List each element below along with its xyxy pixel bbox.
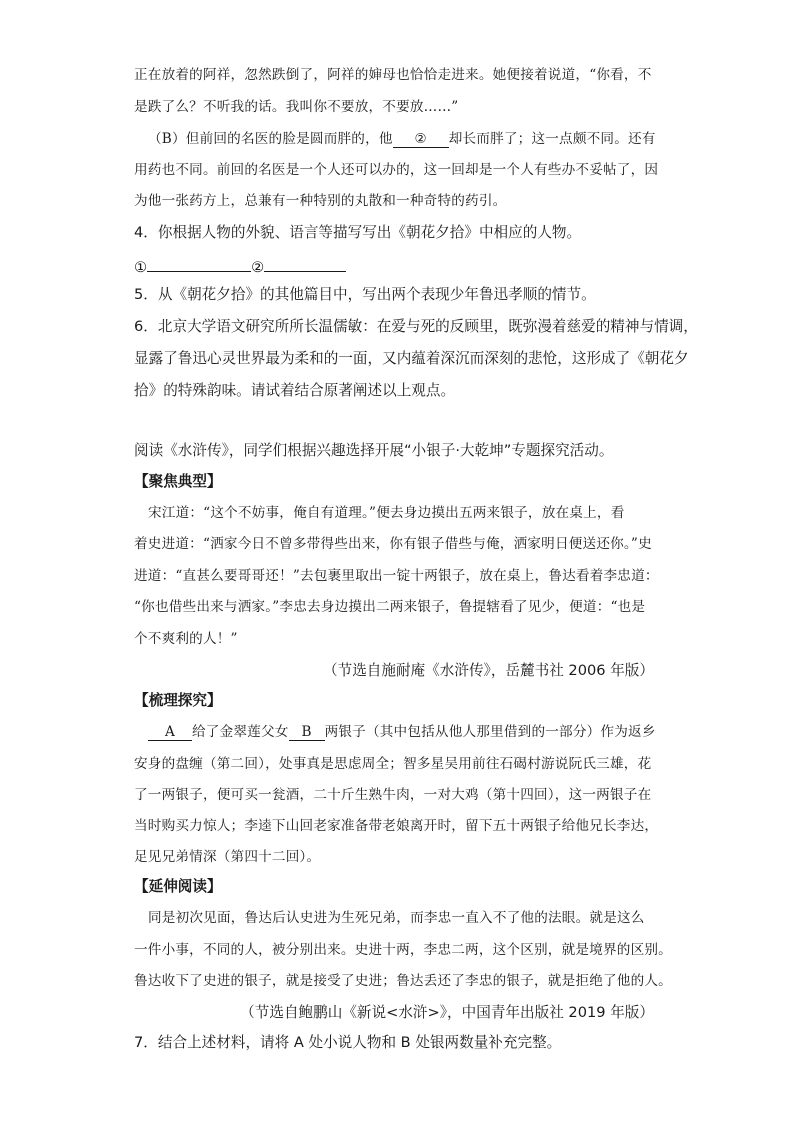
- passage-a-line-2: 是跌了么？不听我的话。我叫你不要放，不要放……”: [134, 99, 459, 115]
- reading-intro: 阅读《水浒传》，同学们根据兴趣选择开展“小银子·大乾坤”专题探究活动。: [134, 442, 614, 459]
- extended-source: （节选自鲍鹏山《新说<水浒>》，中国青年出版社 2019 年版）: [240, 1004, 654, 1021]
- question-4-answer-blanks: [134, 257, 346, 276]
- extended-line-1: 同是初次见面，鲁达后认史进为生死兄弟，而李忠一直入不了他的法眼。就是这么: [148, 910, 645, 926]
- excerpt-line-3: 进道：“直甚么要哥哥还！”去包裹里取出一锭十两银子，放在桌上，鲁达看着李忠道：: [134, 568, 659, 584]
- passage-b-line-3: 为他一张药方上，总兼有一种特别的丸散和一种奇特的药引。: [134, 193, 507, 209]
- explore-line-1-after: 两银子（其中包括从他人那里借到的一部分）作为返乡: [324, 724, 656, 740]
- passage-a-line-1: 正在放着的阿祥，忽然跌倒了，阿祥的婶母也恰恰走进来。她便接着说道，“你看，不: [134, 67, 652, 83]
- excerpt-line-2: 着史进道：“洒家今日不曾多带得些出来，你有银子借些与俺，洒家明日便送还你。”史: [134, 536, 652, 552]
- question-6-line-2: 显露了鲁迅心灵世界最为柔和的一面，又内蕴着深沉而深刻的悲怆，这形成了《朝花夕: [134, 350, 689, 367]
- explore-line-1-mid: 给了金翠莲父女: [192, 724, 289, 740]
- passage-b-text-after: 却长而胖了；这一点颇不同。还有: [448, 131, 656, 147]
- question-6-line-3: 拾》的特殊韵味。请试着结合原著阐述以上观点。: [134, 382, 456, 399]
- question-6-line-1: 6．北京大学语文研究所所长温儒敏：在爱与死的反顾里，既弥漫着慈爱的精神与情调，: [134, 318, 698, 335]
- excerpt-line-4: “你也借些出来与洒家。”李忠去身边摸出二两来银子，鲁提辖看了见少，便道：“也是: [134, 599, 646, 615]
- excerpt-line-1: 宋江道：“这个不妨事，俺自有道理。”便去身边摸出五两来银子，放在桌上，看: [148, 505, 625, 521]
- explore-line-1: [148, 726, 656, 741]
- excerpt-source: （节选自施耐庵《水浒传》，岳麓书社 2006 年版）: [323, 662, 654, 679]
- section-heading-focus: 【聚焦典型】: [134, 473, 222, 490]
- question-7: 7．结合上述材料，请将 A 处小说人物和 B 处银两数量补充完整。: [134, 1034, 562, 1051]
- extended-line-3: 鲁达收下了史进的银子，就是接受了史进；鲁达丢还了李忠的银子，就是拒绝了他的人。: [134, 973, 672, 989]
- section-heading-extended: 【延伸阅读】: [134, 878, 222, 895]
- excerpt-line-5: 个不爽利的人！”: [134, 631, 238, 647]
- explore-line-5: 足见兄弟情深（第四十二回）。: [134, 849, 321, 865]
- blank-a[interactable]: A: [148, 726, 192, 741]
- question-5: 5．从《朝花夕拾》的其他篇目中，写出两个表现少年鲁迅孝顺的情节。: [134, 286, 596, 303]
- explore-line-4: 当时购买力惊人；李逵下山回老家准备带老娘离开时，留下五十两银子给他兄长李达，: [134, 818, 659, 834]
- question-4: 4．你根据人物的外貌、语言等描写写出《朝花夕拾》中相应的人物。: [134, 224, 582, 241]
- passage-b-line-2: 用药也不同。前回的名医是一个人还可以办的，这一回却是一个人有些办不妥帖了，因: [134, 162, 659, 178]
- extended-line-2: 一件小事，不同的人，被分别出来。史进十两，李忠二两，这个区别，就是境界的区别。: [134, 942, 672, 958]
- passage-b-blank-2[interactable]: ②: [393, 133, 449, 148]
- explore-line-3: 了一两银子，便可买一瓮酒，二十斤生熟牛肉，一对大鸡（第十四回），这一两银子在: [134, 787, 652, 803]
- section-heading-explore: 【梳理探究】: [134, 692, 222, 709]
- answer-2-label: ②: [251, 259, 265, 276]
- blank-b[interactable]: B: [289, 726, 325, 741]
- answer-1-label: ①: [134, 259, 148, 276]
- passage-b-line-1: [148, 133, 656, 148]
- explore-line-2: 安身的盘缠（第二回），处事真是思虑周全；智多星吴用前往石碣村游说阮氏三雄，花: [134, 756, 652, 772]
- passage-b-text-before: （B）但前回的名医的脸是圆而胖的，他: [148, 131, 393, 147]
- answer-2-field[interactable]: [264, 257, 346, 272]
- answer-1-field[interactable]: [147, 257, 251, 272]
